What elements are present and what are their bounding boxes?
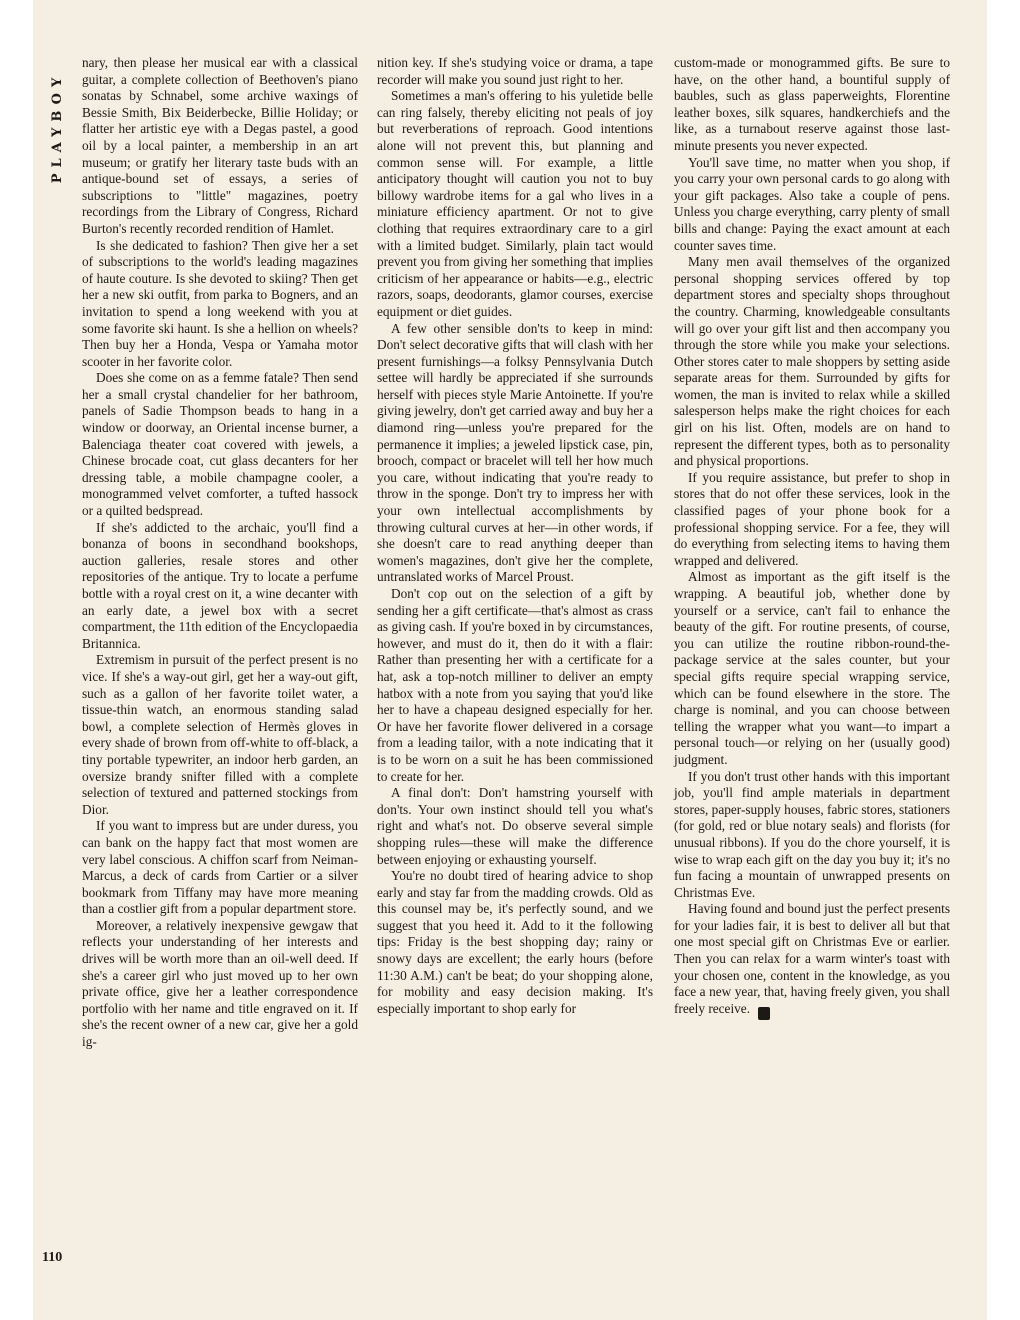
article-column-1 (82, 55, 358, 1051)
article-column-2 (377, 55, 653, 1017)
paragraph: Almost as important as the gift itself is the wrapping. A beautiful job, whether done by yourself or a service, can't fail to enhance the beauty of the gift. For routine presents, of course, you can utilize the routine ribbon-round-the-package service at the sales counter, but your special gifts require special wrapping service, which can be found elsewhere in the store. The charge is nominal, and you can choose between telling the wrapper what you want—to impart a personal touch—or relying on her (usually good) judgment. (674, 569, 950, 767)
paragraph: Does she come on as a femme fatale? Then send her a small crystal chandelier for her bathroom, panels of Sadie Thompson beads to hang in a window or doorway, an Oriental incense burner, a Balenciaga theater coat covered with jewels, a Chinese brocade coat, cut glass decanters for her dressing table, a mobile champagne cooler, a monogrammed velvet comforter, a tufted hassock or a quilted bedspread. (82, 370, 358, 519)
paragraph: custom-made or monogrammed gifts. Be sure to have, on the other hand, a bountiful supply of baubles, such as glass paperweights, Florentine leather boxes, silk squares, handkerchiefs and the like, as a turnabout reserve against those last-minute presents you never expected. (674, 55, 950, 153)
paragraph: Don't cop out on the selection of a gift by sending her a gift certificate—that's almost as crass as giving cash. If you're boxed in by circumstances, however, and must do it, then do it with a flair: Rather than presenting her with a certificate for a hat, ask a top-notch milliner to deliver an empty hatbox with a note from you saying that you'd like her to have a chapeau designed especially for her. Or have her favorite flower delivered in a corsage from a leading tailor, with a note indicating that it is to be worn on a suit he has been commissioned to create for her. (377, 586, 653, 784)
paragraph: Moreover, a relatively inexpensive gewgaw that reflects your understanding of her interests and drives will be worth more than an oil-well deed. If she's a career girl who just moved up to her own private office, give her a leather correspondence portfolio with her name and title engraved on it. If she's the recent owner of a new car, give her a gold ig- (82, 917, 358, 1050)
paragraph: Having found and bound just the perfect presents for your ladies fair, it is best to deliver all but that one most special gift on Christmas Eve or earlier. Then you can relax for a warm winter's toast with your chosen one, content in the knowledge, as you face a new year, that, having freely given, you shall freely receive. (674, 901, 950, 1016)
article-column-3 (674, 55, 950, 1020)
paragraph: Sometimes a man's offering to his yuletide belle can ring falsely, thereby eliciting not peals of joy but reverberations of reproach. Good intentions alone will not prevent this, but planning and common sense will. For example, a little anticipatory thought will caution you not to buy billowy wardrobe items for a gal who lives in a miniature efficiency apartment. Or not to give clothing that requires extraordinary care to a girl with a limited budget. Similarly, plain tact would prevent you from giving her something that implies criticism of her appearance or habits—e.g., electric razors, soaps, deodorants, glamor courses, exercise equipment or diet guides. (377, 88, 653, 319)
paragraph: A few other sensible don'ts to keep in mind: Don't select decorative gifts that will clash with her present furnishings—a folksy Pennsylvania Dutch settee will hardly be appreciated if she surrounds herself with pieces style Marie Antoinette. If you're giving jewelry, don't get carried away and buy her a diamond ring—unless you're prepared for the permanence it implies; a jeweled lipstick case, pin, brooch, compact or bracelet will tell her how much you care, without indicating that you're ready to throw in the sponge. Don't try to impress her with your own intellectual accomplishments by throwing cultural curves at her—in other words, if she doesn't care to read anything deeper than women's magazines, don't give her the complete, untranslated works of Marcel Proust. (377, 320, 653, 585)
magazine-name: PLAYBOY (50, 71, 66, 183)
page-number: 110 (42, 1250, 63, 1265)
rabbit-head-end-mark-icon: ♥ (758, 1007, 770, 1020)
paragraph: If she's addicted to the archaic, you'll find a bonanza of boons in secondhand bookshops, auction galleries, resale stores and other repositories of the antique. Try to locate a perfume bottle with a royal crest on it, a wine decanter with an early date, a jewel box with a secret compartment, the 11th edition of the Encyclopaedia Britannica. (82, 519, 358, 651)
magazine-running-head (34, 52, 82, 202)
paragraph: If you require assistance, but prefer to shop in stores that do not offer these services, look in the classified pages of your phone book for a professional shopping service. For a fee, they will do everything from selecting items to having them wrapped and delivered. (674, 469, 950, 568)
paragraph: nary, then please her musical ear with a classical guitar, a complete collection of Beethoven's piano sonatas by Schnabel, some archive waxings of Bessie Smith, Bix Beiderbecke, Billie Holiday; or flatter her artistic eye with a Degas pastel, a good oil by a local painter, a membership in an art museum; or gratify her literary taste buds with an antique-bound set of essays, a series of subscriptions to "little" magazines, poetry recordings from the Library of Congress, Richard Burton's recently recorded rendition of Hamlet. (82, 55, 358, 236)
paragraph: You're no doubt tired of hearing advice to shop early and stay far from the madding crowds. Old as this counsel may be, it's perfectly sound, and we suggest that you heed it. Add to it the following tips: Friday is the best shopping day; rainy or snowy days are excellent; the early hours (before 11:30 A.M.) can't be beat; do your shopping alone, for mobility and easy decision making. It's especially important to shop early for (377, 868, 653, 1016)
paragraph: nition key. If she's studying voice or drama, a tape recorder will make you sound just right to her. (377, 55, 653, 87)
paragraph: Is she dedicated to fashion? Then give her a set of subscriptions to the world's leading magazines of haute couture. Is she devoted to skiing? Then get her a new ski outfit, from parka to Bogners, and an invitation to spend a long weekend with you at some favorite ski haunt. Is she a hellion on wheels? Then buy her a Honda, Vespa or Yamaha motor scooter in her favorite color. (82, 237, 358, 369)
paragraph: Many men avail themselves of the organized personal shopping services offered by top department stores and specialty shops throughout the country. Charming, knowledgeable consultants will go over your gift list and then accompany you through the store while you make your selections. Other stores cater to male shoppers by setting aside separate areas for them. Surrounded by gifts for women, the man is invited to relax while a skilled salesperson helps make the right choices for each girl on his list. Often, models are on hand to represent the different types, both as to personality and physical proportions. (674, 254, 950, 469)
paragraph: If you want to impress but are under duress, you can bank on the happy fact that most women are very label conscious. A chiffon scarf from Neiman-Marcus, a deck of cards from Cartier or a silver bookmark from Tiffany may have more meaning than a costlier gift from a popular department store. (82, 818, 358, 917)
paragraph: Extremism in pursuit of the perfect present is no vice. If she's a way-out girl, get her a way-out gift, such as a gallon of her favorite toilet water, a tissue-thin watch, an enormous standing salad bowl, a complete selection of Hermès gloves in every shade of brown from off-white to off-black, a tiny portable typewriter, an indoor herb garden, an oversize brandy snifter filled with a complete selection of textured and patterned stockings from Dior. (82, 652, 358, 817)
paragraph: You'll save time, no matter when you shop, if you carry your own personal cards to go along with your gift packages. Also take a couple of pens. Unless you charge everything, carry plenty of small bills and change: Paying the exact amount at each counter saves time. (674, 154, 950, 253)
paragraph: A final don't: Don't hamstring yourself with don'ts. Your own instinct should tell you what's right and what's not. Do observe several simple shopping rules—these will make the difference between enjoying or exhausting yourself. (377, 785, 653, 867)
paragraph: If you don't trust other hands with this important job, you'll find ample materials in department stores, paper-supply houses, fabric stores, stationers (for gold, red or blue notary seals) and florists (for unusual ribbons). If you do the chore yourself, it is wise to wrap each gift on the day you buy it; it's no fun facing a mountain of unwrapped presents on Christmas Eve. (674, 768, 950, 900)
paragraph-with-end-mark (674, 901, 950, 1020)
